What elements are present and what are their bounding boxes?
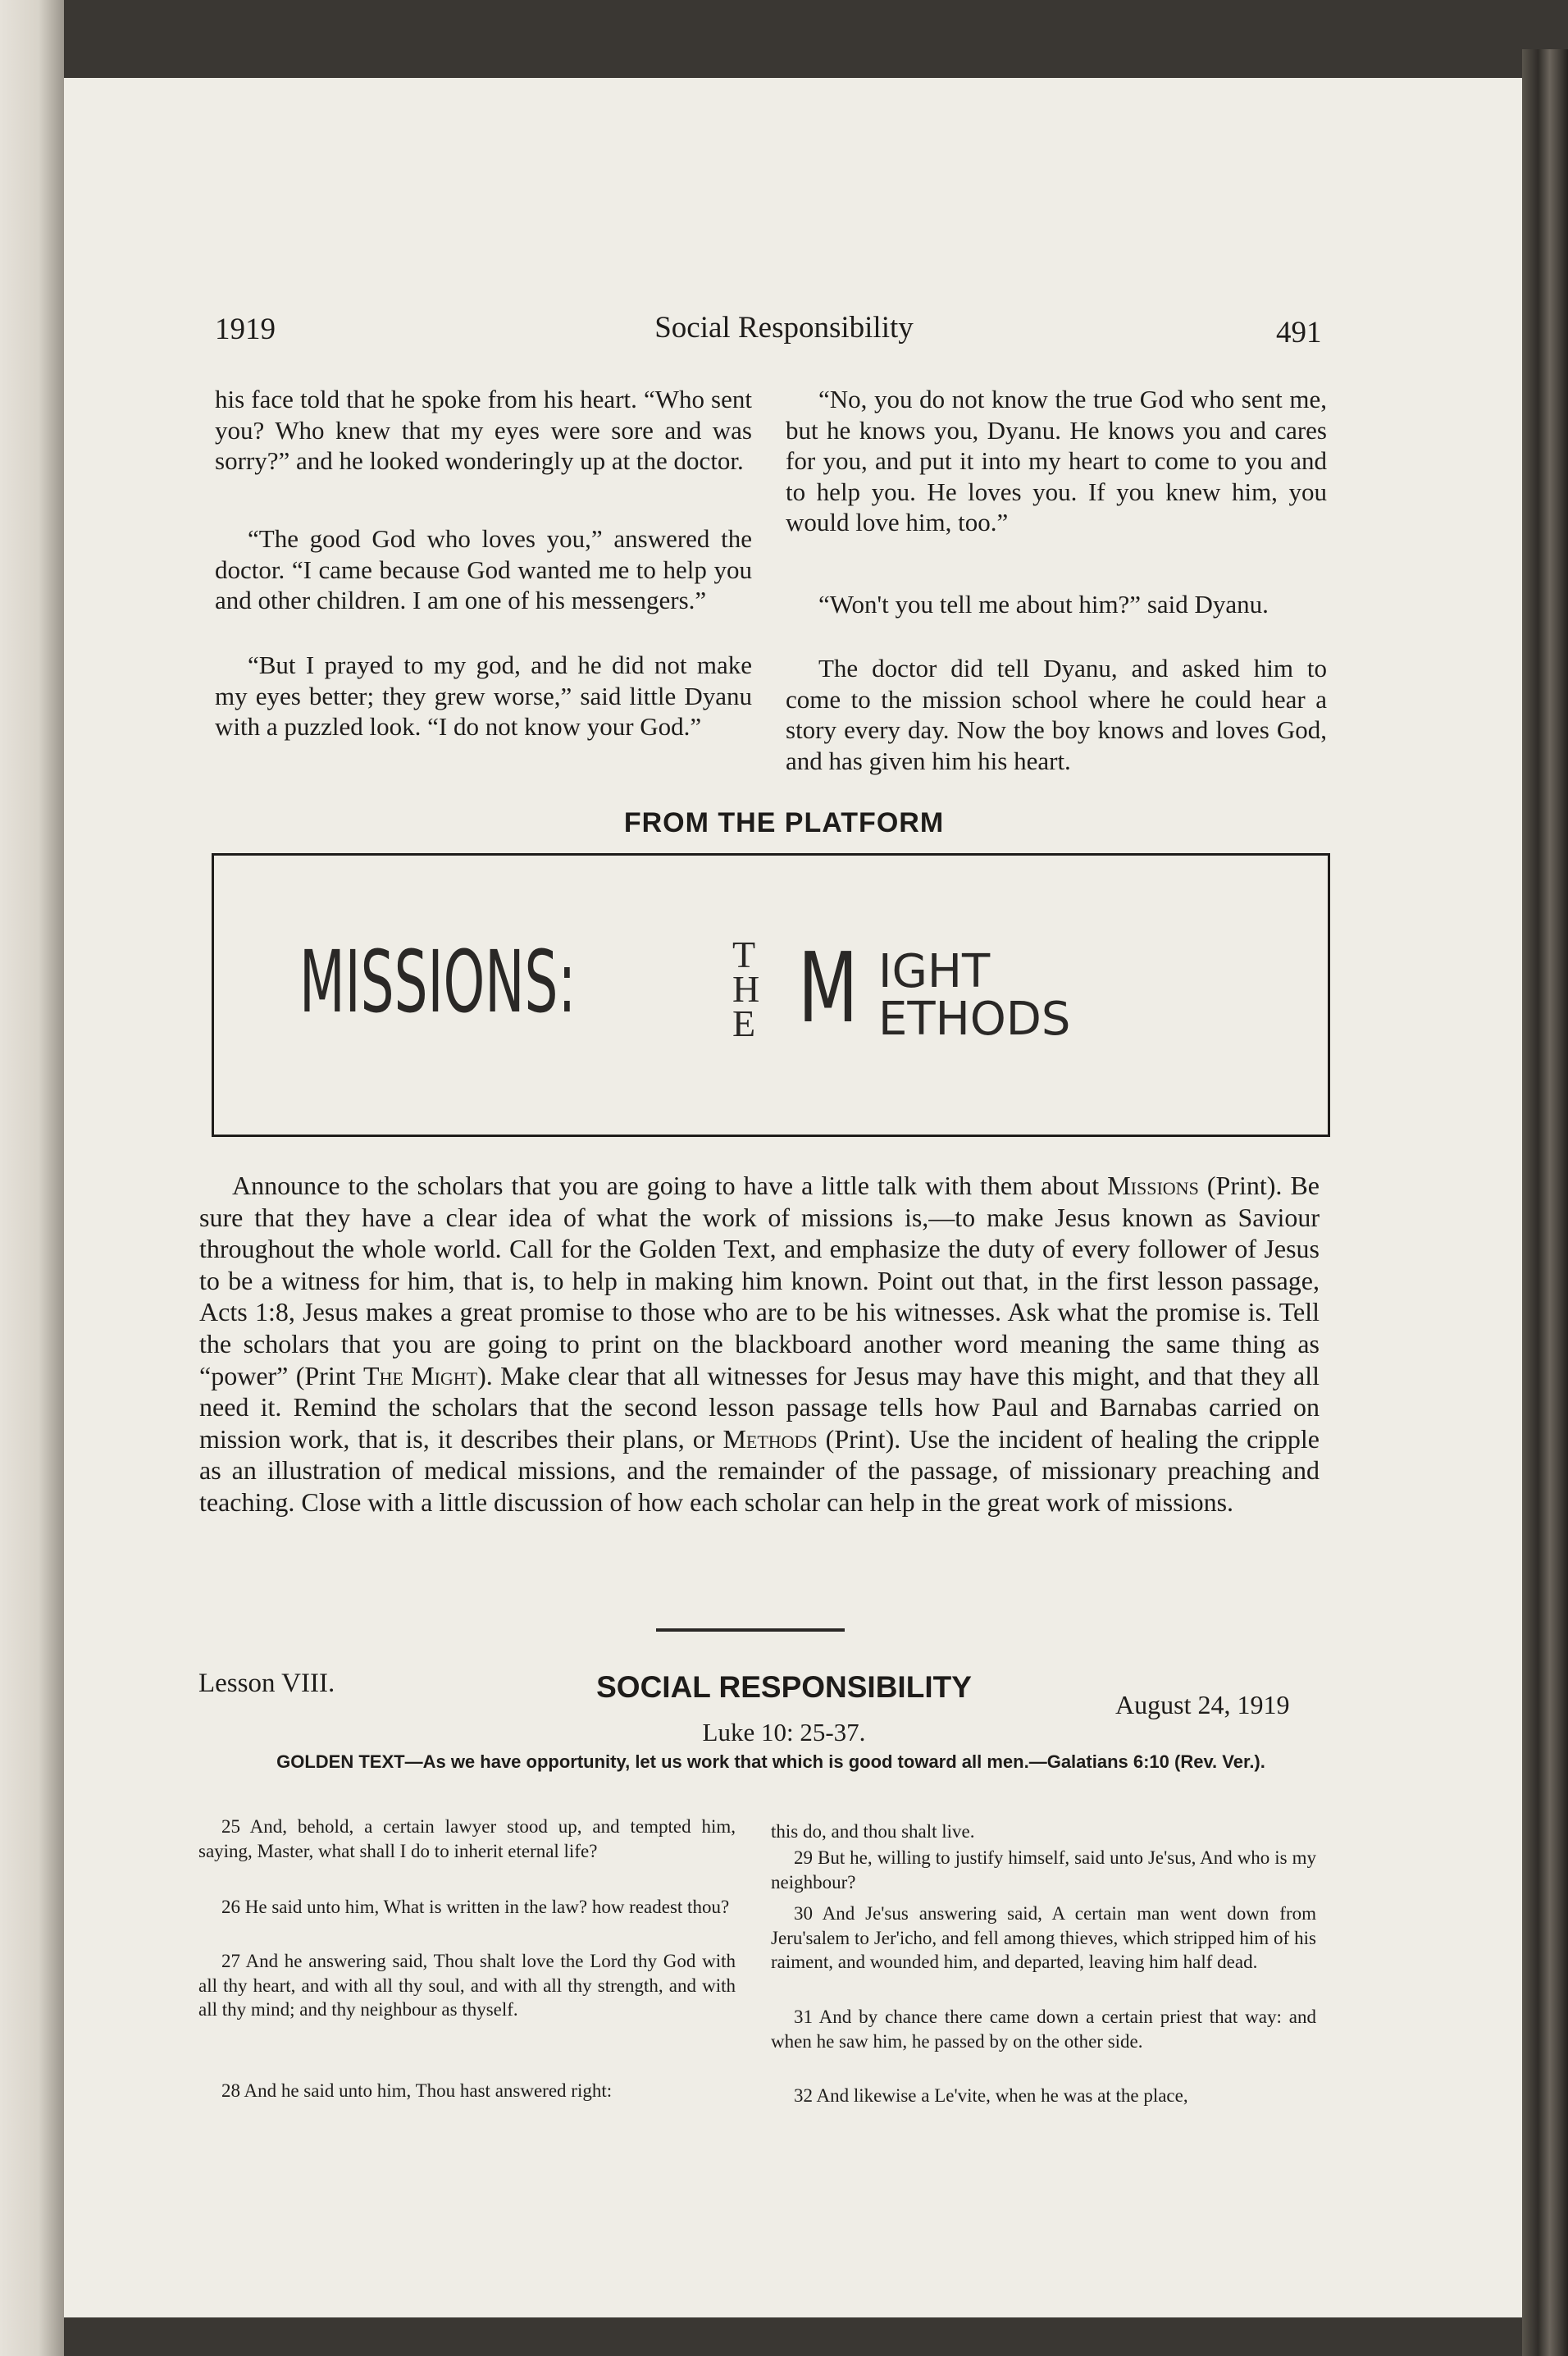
blackboard-missions: MISSIONS: xyxy=(299,932,577,1032)
blackboard-letter-h: H xyxy=(732,968,760,1010)
platform-smallcaps-missions: Missions xyxy=(1107,1171,1199,1200)
verse: 31 And by chance there came down a certain priest that way: and when he saw him, he passed by on the other side. xyxy=(771,2007,1316,2052)
platform-smallcaps-the-might: The Might xyxy=(362,1360,478,1390)
golden-text-label: GOLDEN TEXT xyxy=(276,1751,405,1772)
lesson-number: Lesson VIII. xyxy=(198,1669,335,1698)
golden-text xyxy=(197,1751,1345,1773)
verse: 30 And Je'sus answering said, A certain man went down from Jeru'salem to Jer'icho, and fell among thieves, which stripped him of his raiment, and wounded him, and departed, leaving him half dead. xyxy=(771,1903,1316,1972)
verse: 25 And, behold, a certain lawyer stood up, and tempted him, saying, Master, what shall I do to inherit eternal life? xyxy=(198,1816,736,1861)
story-paragraph: “The good God who loves you,” answered the doctor. “I came because God wanted me to help you and other children. I am one of his messengers.” xyxy=(215,524,752,614)
blackboard-box xyxy=(212,853,1330,1137)
lesson-scripture-reference: Luke 10: 25-37. xyxy=(702,1718,866,1746)
platform-text: (Print). Use the incident of healing the cripple as an illustration of medical missions, and the remainder of the passage, of missionary preaching and teaching. Close with a little discussion of how each scholar can help in the great work of missions. xyxy=(199,1423,1320,1517)
book-page-edge xyxy=(1522,49,1568,2356)
story-paragraph: his face told that he spoke from his heart. “Who sent you? Who knew that my eyes were sore and was sorry?” and he looked wonderingly up at the doctor. xyxy=(215,385,752,475)
blackboard-letter-t: T xyxy=(732,934,756,975)
verse: 29 But he, willing to justify himself, said unto Je'sus, And who is my neighbour? xyxy=(771,1847,1316,1893)
verse: this do, and thou shalt live. xyxy=(771,1821,975,1842)
platform-smallcaps-methods: Methods xyxy=(722,1423,818,1454)
platform-text: (Print). Be sure that they have a clear idea of what the work of missions is,—to make Jesus known as Saviour throughout the whole world. Call for the Golden Text, and emphasize the duty of every follower of Jesus to be a witness for him, that is, to help in making him known. Point out that, in the first lesson passage, Acts 1:8, Jesus makes a great promise to those who are to be his witnesses. Ask what the promise is. Tell the scholars that you are going to print on the blackboard another word meaning the same thing as “power” (Print xyxy=(199,1171,1320,1390)
verse: 26 He said unto him, What is written in the law? how readest thou? xyxy=(221,1897,730,1917)
platform-heading: FROM THE PLATFORM xyxy=(623,807,945,838)
section-divider xyxy=(656,1628,845,1632)
platform-text: Announce to the scholars that you are going to have a little talk with them about xyxy=(232,1171,1108,1200)
blackboard-letter-e: E xyxy=(732,1002,756,1044)
blackboard-word-might: IGHT xyxy=(878,945,991,998)
header-year: 1919 xyxy=(215,313,276,346)
platform-paragraph xyxy=(199,1170,1320,1518)
story-paragraph: “No, you do not know the true God who sent me, but he knows you, Dyanu. He knows you and cares for you, and put it into my heart to come to you and to help you. He loves you. If you knew him, you would love him, too.” xyxy=(786,385,1327,536)
lesson-date: August 24, 1919 xyxy=(1115,1690,1290,1719)
blackboard-letter-m: M xyxy=(798,931,859,1044)
platform-text: ). Make clear that all witnesses for Jesus may have this might, and that they all need it. Remind the scholars that the second lesson passage tells how Paul and Barnabas carried on mission work, that is, it describes their plans, or xyxy=(199,1360,1320,1454)
golden-text-body: —As we have opportunity, let us work that which is good toward all men.—Galatians 6:10 (Rev. Ver.). xyxy=(404,1751,1265,1772)
story-paragraph: The doctor did tell Dyanu, and asked him to come to the mission school where he could hear a story every day. Now the boy knows and loves God, and has given him his heart. xyxy=(786,654,1327,775)
verse: 28 And he said unto him, Thou hast answered right: xyxy=(221,2080,613,2101)
header-title: Social Responsibility xyxy=(654,311,914,345)
verse: 32 And likewise a Le'vite, when he was at the place, xyxy=(794,2085,1188,2106)
story-paragraph: “Won't you tell me about him?” said Dyanu. xyxy=(818,590,1269,619)
header-page-number: 491 xyxy=(1276,316,1322,349)
lesson-title: SOCIAL RESPONSIBILITY xyxy=(596,1670,972,1704)
verse: 27 And he answering said, Thou shalt love the Lord thy God with all thy heart, and with all thy soul, and with all thy strength, and with all thy mind; and thy neighbour as thyself. xyxy=(198,1951,736,2020)
blackboard-word-methods: ETHODS xyxy=(878,993,1071,1046)
story-paragraph: “But I prayed to my god, and he did not make my eyes better; they grew worse,” said little Dyanu with a puzzled look. “I do not know your God.” xyxy=(215,651,752,741)
left-page-gutter xyxy=(0,0,64,2356)
